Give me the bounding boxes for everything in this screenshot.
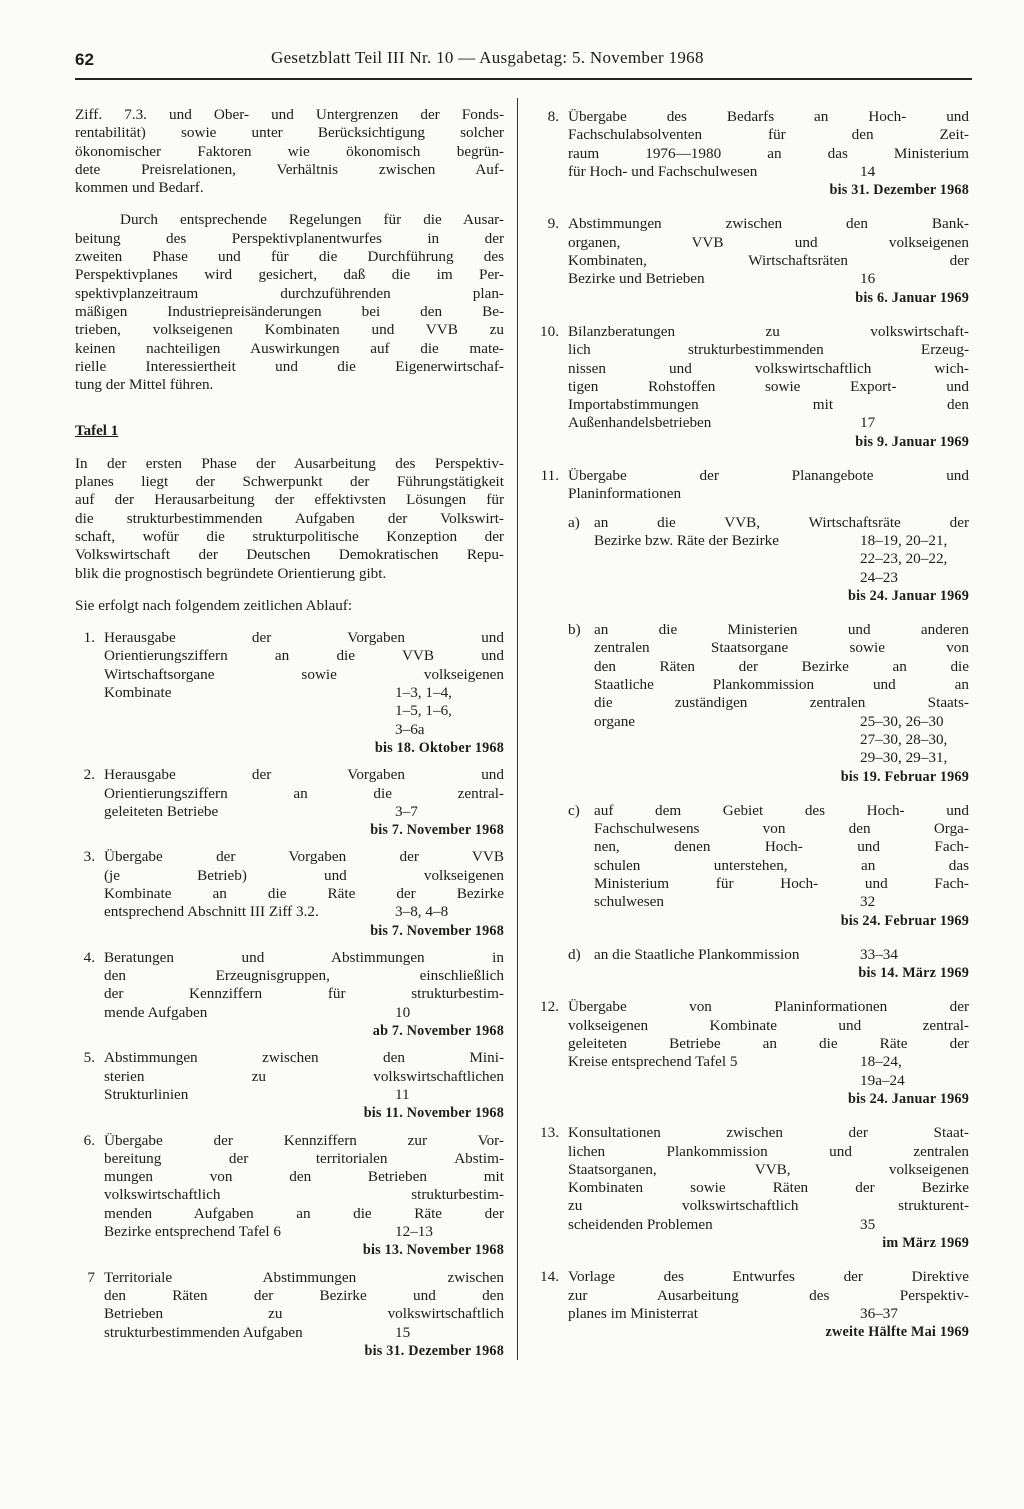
text-row bbox=[594, 731, 969, 749]
deadline: ab 7. November 1968 bbox=[372, 1023, 504, 1040]
text-row bbox=[104, 1324, 504, 1342]
text-row bbox=[104, 885, 504, 903]
text-line: Übergabe der Vorgaben der VVB bbox=[104, 848, 504, 866]
text-row bbox=[104, 903, 504, 921]
text-row bbox=[568, 234, 969, 252]
item-number: 1. bbox=[83, 629, 95, 647]
text-row bbox=[104, 967, 504, 985]
text-line: an die Ministerien und anderen bbox=[594, 621, 969, 639]
text-line: Betrieben zu volkswirtschaftlich bbox=[104, 1305, 504, 1323]
text-row bbox=[568, 467, 969, 485]
deadline: bis 24. Januar 1969 bbox=[847, 587, 969, 604]
text-line: Außenhandelsbetrieben bbox=[568, 414, 712, 432]
table-reference: 22–23, 20–22, bbox=[860, 550, 948, 568]
table-reference: 1–3, 1–4, bbox=[395, 684, 452, 702]
text-line: nen, denen Hoch- und Fach- bbox=[594, 838, 969, 856]
text-line: volkswirtschaftlich strukturbestim- bbox=[104, 1186, 504, 1204]
text-row bbox=[594, 621, 969, 639]
text-row bbox=[568, 1161, 969, 1179]
text-row bbox=[594, 694, 969, 712]
text-row bbox=[568, 323, 969, 341]
sub-item bbox=[568, 802, 969, 930]
item-number: 10. bbox=[540, 322, 559, 340]
text-line: an die Staatliche Plankommission bbox=[594, 945, 800, 963]
paragraph-schedule-intro: Sie erfolgt nach folgendem zeitlichen Ablauf: bbox=[75, 596, 353, 614]
text-line: entsprechend Abschnitt III Ziff 3.2. bbox=[104, 903, 319, 921]
column-divider bbox=[517, 98, 518, 1360]
page-number: 62 bbox=[75, 50, 94, 69]
text-line: sterien zu volkswirtschaftlichen bbox=[104, 1067, 504, 1085]
text-line: auf der Herausarbeitung der effektivsten Lösungen für bbox=[75, 491, 504, 509]
schedule-item bbox=[537, 998, 969, 1108]
sub-item-body bbox=[594, 802, 969, 930]
text-row bbox=[568, 252, 969, 270]
text-row bbox=[568, 396, 969, 414]
paragraph-phase-one bbox=[75, 455, 504, 583]
text-row bbox=[568, 215, 969, 233]
text-line: Abstimmungen zwischen den Mini- bbox=[104, 1049, 504, 1067]
text-row bbox=[568, 108, 969, 126]
schedule-item bbox=[537, 467, 969, 504]
deadline: bis 11. November 1968 bbox=[363, 1105, 504, 1122]
schedule-item bbox=[537, 108, 969, 199]
text-line: Kreise entsprechend Tafel 5 bbox=[568, 1053, 738, 1071]
item-body bbox=[568, 998, 969, 1108]
text-row bbox=[104, 629, 504, 647]
text-row bbox=[104, 949, 504, 967]
text-line: kommen und Bedarf. bbox=[75, 179, 204, 197]
text-row bbox=[104, 848, 504, 866]
text-line: Volkswirtschaft der Deutschen Demokratischen Repu- bbox=[75, 546, 504, 564]
text-line: geleiteten Betriebe bbox=[104, 802, 219, 820]
text-line: zweiten Phase und für die Durchführung des bbox=[75, 248, 504, 266]
schedule-item bbox=[537, 323, 969, 451]
text-line: Kombinate bbox=[104, 684, 172, 702]
text-row bbox=[104, 666, 504, 684]
text-row bbox=[104, 1150, 504, 1168]
text-line: In der ersten Phase der Ausarbeitung des Perspektiv- bbox=[75, 454, 504, 472]
item-number: 9. bbox=[547, 215, 559, 233]
text-line: Übergabe der Planangebote und bbox=[568, 467, 969, 485]
text-line: mäßigen Industriepreisänderungen bei den Be- bbox=[75, 302, 504, 320]
text-line: Staatliche Plankommission und an bbox=[594, 676, 969, 694]
deadline: bis 19. Februar 1969 bbox=[840, 768, 969, 785]
text-row bbox=[594, 569, 969, 587]
text-line: raum 1976—1980 an das Ministerium bbox=[568, 144, 969, 162]
text-line: lich strukturbestimmenden Erzeug- bbox=[568, 341, 969, 359]
text-row bbox=[568, 341, 969, 359]
text-line: den Räten der Bezirke an die bbox=[594, 657, 969, 675]
text-line: Perspektivplanes wird gesichert, daß die im Per- bbox=[75, 266, 504, 284]
text-row bbox=[104, 647, 504, 665]
text-row bbox=[594, 676, 969, 694]
text-line: schulwesen bbox=[594, 893, 665, 911]
item-body bbox=[568, 108, 969, 199]
text-line: Bilanzberatungen zu volkswirtschaft- bbox=[568, 322, 969, 340]
item-body bbox=[568, 215, 969, 306]
text-line: tung der Mittel führen. bbox=[75, 376, 214, 394]
left-column bbox=[75, 106, 504, 1369]
text-line: Ziff. 7.3. und Ober- und Untergrenzen der Fonds- bbox=[75, 106, 504, 123]
text-row bbox=[104, 1287, 504, 1305]
text-line: Kombinaten sowie Räten der Bezirke bbox=[568, 1179, 969, 1197]
table-reference: 36–37 bbox=[860, 1304, 898, 1322]
text-row bbox=[104, 766, 504, 784]
text-row bbox=[104, 684, 504, 702]
text-line: schulen unterstehen, an das bbox=[594, 856, 969, 874]
text-line: mungen von den Betrieben mit bbox=[104, 1168, 504, 1186]
text-row bbox=[568, 1124, 969, 1142]
table-reference: 25–30, 26–30 bbox=[860, 712, 944, 730]
deadline: bis 9. Januar 1969 bbox=[855, 433, 969, 450]
text-line: Herausgabe der Vorgaben und bbox=[104, 766, 504, 784]
text-line: Fachschulabsolventen für den Zeit- bbox=[568, 126, 969, 144]
text-line: rielle Interessiertheit und die Eigenerwirtschaf- bbox=[75, 357, 504, 375]
text-row bbox=[568, 1287, 969, 1305]
deadline: bis 31. Dezember 1968 bbox=[364, 1342, 504, 1359]
sub-item bbox=[568, 621, 969, 786]
table-reference: 1–5, 1–6, bbox=[395, 702, 452, 720]
sub-item-body bbox=[594, 621, 969, 786]
text-line: Abstimmungen zwischen den Bank- bbox=[568, 215, 969, 233]
text-line: zur Ausarbeitung des Perspektiv- bbox=[568, 1286, 969, 1304]
item-number: 14. bbox=[540, 1268, 559, 1286]
table-reference: 15 bbox=[395, 1323, 411, 1341]
item-body bbox=[568, 1124, 969, 1252]
header-rule bbox=[75, 78, 972, 80]
text-row bbox=[104, 1305, 504, 1323]
text-line: den Räten der Bezirke und den bbox=[104, 1286, 504, 1304]
deadline: zweite Hälfte Mai 1969 bbox=[825, 1324, 969, 1341]
schedule-item bbox=[75, 1132, 504, 1260]
table-reference: 17 bbox=[860, 414, 876, 432]
text-line: für Hoch- und Fachschulwesen bbox=[568, 162, 758, 180]
text-row bbox=[594, 550, 969, 568]
text-row bbox=[104, 1223, 504, 1241]
text-line: Fachschulwesens von den Orga- bbox=[594, 820, 969, 838]
item-body bbox=[568, 467, 969, 504]
text-row bbox=[568, 1305, 969, 1323]
text-line: Herausgabe der Vorgaben und bbox=[104, 629, 504, 647]
text-line: Planinformationen bbox=[568, 485, 682, 503]
text-row bbox=[594, 532, 969, 550]
text-line: rentabilität) sowie unter Berücksichtigung solcher bbox=[75, 124, 504, 142]
table-reference: 27–30, 28–30, bbox=[860, 730, 948, 748]
text-row bbox=[568, 1017, 969, 1035]
text-row bbox=[594, 838, 969, 856]
table-reference: 18–24, bbox=[860, 1053, 902, 1071]
text-line: Importabstimmungen mit den bbox=[568, 396, 969, 414]
text-line: geleiteten Betriebe an die Räte der bbox=[568, 1035, 969, 1053]
schedule-item bbox=[537, 1268, 969, 1341]
text-line: zu volkswirtschaftlich strukturent- bbox=[568, 1197, 969, 1215]
text-row bbox=[104, 1132, 504, 1150]
text-line: Ministerium für Hoch- und Fach- bbox=[594, 874, 969, 892]
paragraph-continuation bbox=[75, 106, 504, 197]
tafel-heading: Tafel 1 bbox=[75, 423, 119, 440]
text-row bbox=[594, 946, 969, 964]
text-line: organen, VVB und volkseigenen bbox=[568, 233, 969, 251]
text-row bbox=[568, 1035, 969, 1053]
text-row bbox=[104, 785, 504, 803]
text-line: Kombinaten, Wirtschaftsräten der bbox=[568, 252, 969, 270]
text-row bbox=[568, 1053, 969, 1071]
text-line: menden Aufgaben an die Räte der bbox=[104, 1204, 504, 1222]
schedule-list-right bbox=[537, 108, 969, 1358]
item-body bbox=[104, 766, 504, 839]
deadline: im März 1969 bbox=[882, 1235, 969, 1252]
text-line: Territoriale Abstimmungen zwischen bbox=[104, 1268, 504, 1286]
text-line: organe bbox=[594, 712, 636, 730]
text-row bbox=[594, 713, 969, 731]
right-column bbox=[537, 108, 969, 1358]
text-row bbox=[104, 721, 504, 739]
item-body bbox=[104, 949, 504, 1040]
text-row bbox=[568, 145, 969, 163]
text-line: Strukturlinien bbox=[104, 1085, 189, 1103]
text-row bbox=[594, 893, 969, 911]
text-row bbox=[568, 1216, 969, 1234]
text-line: spektivplanzeitraum durchzuführenden plan- bbox=[75, 284, 504, 302]
sub-item-label: a) bbox=[568, 513, 580, 531]
text-row bbox=[594, 658, 969, 676]
text-line: der Kennziffern für strukturbestim- bbox=[104, 985, 504, 1003]
text-row bbox=[104, 1086, 504, 1104]
item-number: 11. bbox=[540, 467, 559, 485]
text-line: trieben, volkseigenen Kombinaten und VVB zu bbox=[75, 321, 504, 339]
text-line: Bezirke entsprechend Tafel 6 bbox=[104, 1223, 282, 1241]
text-line: volkseigenen Kombinate und zentral- bbox=[568, 1016, 969, 1034]
text-row bbox=[568, 360, 969, 378]
text-line: an die VVB, Wirtschaftsräte der bbox=[594, 513, 969, 531]
sub-item bbox=[568, 946, 969, 983]
text-row bbox=[568, 998, 969, 1016]
text-line: strukturbestimmenden Aufgaben bbox=[104, 1323, 303, 1341]
deadline: bis 24. Februar 1969 bbox=[840, 912, 969, 929]
text-row bbox=[104, 1269, 504, 1287]
text-row bbox=[568, 126, 969, 144]
item-number: 8. bbox=[547, 108, 559, 125]
item-body bbox=[104, 629, 504, 757]
text-row bbox=[104, 1186, 504, 1204]
sub-item-body bbox=[594, 514, 969, 605]
table-reference: 32 bbox=[860, 893, 876, 911]
text-line: die strukturbestimmenden Aufgaben der Volkswirt- bbox=[75, 509, 504, 527]
text-row bbox=[104, 803, 504, 821]
item-number: 2. bbox=[83, 766, 95, 784]
gazette-title: Gesetzblatt Teil III Nr. 10 — Ausgabetag: 5. November 1968 bbox=[271, 48, 704, 67]
schedule-item bbox=[75, 848, 504, 939]
table-reference: 18–19, 20–21, bbox=[860, 531, 948, 549]
table-reference: 3–7 bbox=[395, 802, 418, 820]
deadline: bis 6. Januar 1969 bbox=[855, 289, 969, 306]
text-row bbox=[104, 1004, 504, 1022]
sub-item bbox=[568, 514, 969, 605]
sub-item-label: b) bbox=[568, 621, 581, 639]
page-header bbox=[75, 50, 972, 76]
schedule-item bbox=[75, 1049, 504, 1122]
text-row bbox=[594, 802, 969, 820]
table-reference: 16 bbox=[860, 270, 876, 288]
text-row bbox=[594, 820, 969, 838]
table-reference: 35 bbox=[860, 1215, 876, 1233]
item-number: 7 bbox=[87, 1268, 95, 1286]
sub-item-label: c) bbox=[568, 801, 580, 819]
paragraph-price-regulation bbox=[75, 211, 504, 394]
text-line: scheidenden Problemen bbox=[568, 1215, 713, 1233]
item-number: 6. bbox=[83, 1131, 95, 1149]
table-reference: 10 bbox=[395, 1003, 411, 1021]
text-line: Wirtschaftsorgane sowie volkseigenen bbox=[104, 665, 504, 683]
text-line: die zuständigen zentralen Staats- bbox=[594, 694, 969, 712]
deadline: bis 13. November 1968 bbox=[362, 1242, 504, 1259]
text-line: (je Betrieb) und volkseigenen bbox=[104, 866, 504, 884]
schedule-item bbox=[75, 766, 504, 839]
deadline: bis 7. November 1968 bbox=[370, 822, 504, 839]
text-line: lichen Plankommission und zentralen bbox=[568, 1142, 969, 1160]
text-line: mende Aufgaben bbox=[104, 1003, 208, 1021]
text-line: keinen nachteiligen Auswirkungen auf die mate- bbox=[75, 339, 504, 357]
text-line: Beratungen und Abstimmungen in bbox=[104, 948, 504, 966]
text-line: Vorlage des Entwurfes der Direktive bbox=[568, 1268, 969, 1286]
text-line: Orientierungsziffern an die zentral- bbox=[104, 784, 504, 802]
text-line: Kombinate an die Räte der Bezirke bbox=[104, 884, 504, 902]
schedule-list-left bbox=[75, 629, 504, 1369]
table-reference: 3–6a bbox=[395, 720, 425, 738]
item-number: 12. bbox=[540, 998, 559, 1016]
text-line: Staatsorganen, VVB, volkseigenen bbox=[568, 1160, 969, 1178]
text-row bbox=[568, 414, 969, 432]
text-line: Bezirke bzw. Räte der Bezirke bbox=[594, 531, 779, 549]
text-line: bereitung der territorialen Abstim- bbox=[104, 1149, 504, 1167]
text-row bbox=[568, 163, 969, 181]
text-row bbox=[104, 1168, 504, 1186]
text-row bbox=[104, 1049, 504, 1067]
sub-item-body bbox=[594, 946, 969, 983]
text-line: tigen Rohstoffen sowie Export- und bbox=[568, 377, 969, 395]
schedule-item bbox=[75, 629, 504, 757]
text-row bbox=[568, 1197, 969, 1215]
deadline: bis 14. März 1969 bbox=[858, 965, 969, 982]
schedule-item bbox=[537, 215, 969, 306]
text-row bbox=[568, 1072, 969, 1090]
text-line: Konsultationen zwischen der Staat- bbox=[568, 1124, 969, 1142]
table-reference: 29–30, 29–31, bbox=[860, 749, 948, 767]
table-reference: 24–23 bbox=[860, 568, 898, 586]
item-body bbox=[568, 1268, 969, 1341]
deadline: bis 7. November 1968 bbox=[370, 922, 504, 939]
item-number: 13. bbox=[540, 1124, 559, 1142]
text-line: Übergabe der Kennziffern zur Vor- bbox=[104, 1131, 504, 1149]
text-row bbox=[594, 875, 969, 893]
text-line: zentralen Staatsorgane sowie von bbox=[594, 639, 969, 657]
text-line: ökonomischer Faktoren wie ökonomisch begrün- bbox=[75, 142, 504, 160]
text-row bbox=[594, 749, 969, 767]
table-reference: 19a–24 bbox=[860, 1071, 905, 1089]
text-row bbox=[568, 378, 969, 396]
text-row bbox=[568, 485, 969, 503]
text-row bbox=[104, 1068, 504, 1086]
table-reference: 11 bbox=[395, 1085, 410, 1103]
text-row bbox=[594, 639, 969, 657]
schedule-item bbox=[75, 949, 504, 1040]
text-line: nissen und volkswirtschaftlich wich- bbox=[568, 359, 969, 377]
text-row bbox=[568, 1143, 969, 1161]
deadline: bis 24. Januar 1969 bbox=[847, 1090, 969, 1107]
text-line: beitung des Perspektivplanentwurfes in der bbox=[75, 229, 504, 247]
item-number: 5. bbox=[83, 1049, 95, 1067]
text-row bbox=[568, 1268, 969, 1286]
text-line: Durch entsprechende Regelungen für die Ausar- bbox=[120, 211, 504, 229]
text-line: Übergabe von Planinformationen der bbox=[568, 998, 969, 1016]
item-body bbox=[104, 1049, 504, 1122]
item-number: 3. bbox=[83, 848, 95, 866]
item-body bbox=[104, 1269, 504, 1360]
sub-item-label: d) bbox=[568, 945, 581, 963]
text-line: dete Preisrelationen, Verhältnis zwischen Auf- bbox=[75, 160, 504, 178]
text-row bbox=[104, 867, 504, 885]
table-reference: 14 bbox=[860, 162, 876, 180]
text-row bbox=[568, 270, 969, 288]
table-reference: 12–13 bbox=[395, 1223, 433, 1241]
item-number: 4. bbox=[83, 948, 95, 966]
item-body bbox=[568, 323, 969, 451]
text-line: auf dem Gebiet des Hoch- und bbox=[594, 801, 969, 819]
schedule-item bbox=[537, 1124, 969, 1252]
text-line: planes liegt der Schwerpunkt der Führungstätigkeit bbox=[75, 473, 504, 491]
deadline: bis 18. Oktober 1968 bbox=[374, 739, 504, 756]
item-body bbox=[104, 1132, 504, 1260]
text-line: planes im Ministerrat bbox=[568, 1304, 698, 1322]
text-line: den Erzeugnisgruppen, einschließlich bbox=[104, 967, 504, 985]
text-line: Bezirke und Betrieben bbox=[568, 270, 705, 288]
text-row bbox=[104, 985, 504, 1003]
text-row bbox=[594, 514, 969, 532]
deadline: bis 31. Dezember 1968 bbox=[829, 182, 969, 199]
text-row bbox=[104, 702, 504, 720]
text-line: Übergabe des Bedarfs an Hoch- und bbox=[568, 108, 969, 125]
text-row bbox=[594, 857, 969, 875]
text-row bbox=[104, 1205, 504, 1223]
schedule-item bbox=[75, 1269, 504, 1360]
table-reference: 3–8, 4–8 bbox=[395, 903, 449, 921]
table-reference: 33–34 bbox=[860, 945, 898, 963]
text-row bbox=[568, 1179, 969, 1197]
text-line: schaft, wofür die strukturpolitische Konzeption der bbox=[75, 527, 504, 545]
item-body bbox=[104, 848, 504, 939]
text-line: blik die prognostisch begründete Orientierung gibt. bbox=[75, 564, 387, 582]
text-line: Orientierungsziffern an die VVB und bbox=[104, 647, 504, 665]
